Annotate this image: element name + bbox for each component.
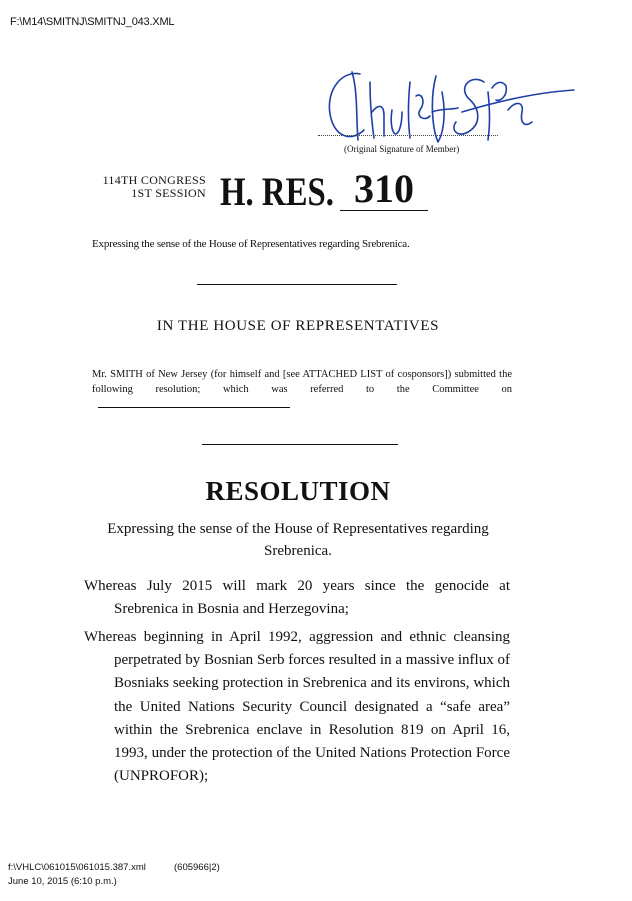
divider-bottom [202,444,398,445]
long-title: Expressing the sense of the House of Representatives regarding Srebrenica. [107,521,489,559]
sponsor-text: Mr. SMITH of New Jersey (for himself and [see ATTACHED LIST of cosponsors]) submitted the following resolution; which was referred to the Committee on [92,369,512,395]
footer-id: (605966|2) [174,862,220,873]
session-label: 1ST SESSION [131,186,206,200]
congress-session-block [70,174,206,200]
signature-caption: (Original Signature of Member) [344,144,460,154]
sponsor-statement [92,367,512,413]
footer-path: f:\VHLC\061015\061015.387.xml [8,862,146,873]
whereas-clause-1: Whereas July 2015 will mark 20 years since the genocide at Srebrenica in Bosnia and Herzegovina; [84,578,510,618]
resolution-heading: RESOLUTION [205,476,391,506]
bill-designation: H. RES. [220,169,334,214]
committee-blank-line [98,397,290,408]
bill-number: 310 [340,168,428,211]
short-title: Expressing the sense of the House of Representatives regarding Srebrenica. [92,238,410,250]
divider-top [197,284,397,285]
file-path-header: F:\M14\SMITNJ\SMITNJ_043.XML [10,16,175,28]
whereas-clause-2: Whereas beginning in April 1992, aggression and ethnic cleansing perpetrated by Bosnian Serb forces resulted in a massive influx of Bosniaks seeking protection in Srebrenica and its environs, which the United Nations Security Council designated a “safe area” within the Srebrenica enclave in Resolution 819 on April 16, 1993, under the protection of the United Nations Protection Force (UNPROFOR); [84,629,510,785]
signature-line [318,135,498,136]
congress-label: 114TH CONGRESS [102,173,206,187]
chamber-heading: IN THE HOUSE OF REPRESENTATIVES [156,318,440,334]
footer-date: June 10, 2015 (6:10 p.m.) [8,876,117,887]
